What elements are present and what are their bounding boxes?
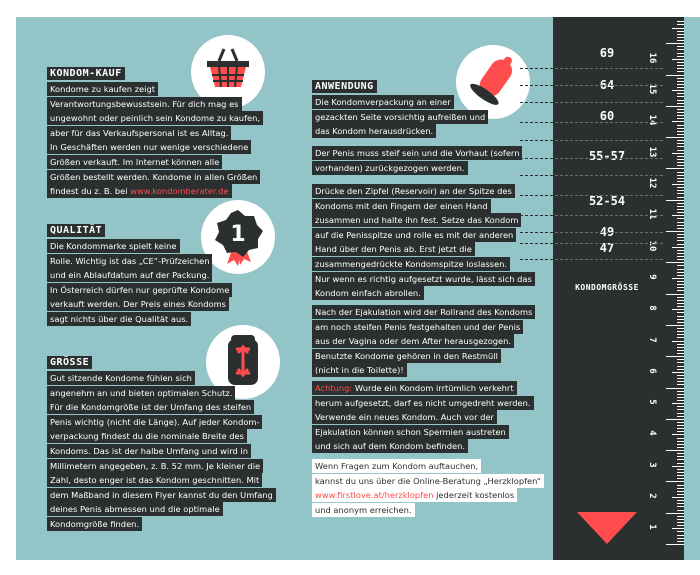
guide-line [520,259,553,260]
ruler-tick [677,416,684,417]
ruler-number: 8 [647,305,657,311]
ruler-tick [666,356,684,357]
ruler-tick [677,87,684,88]
ruler-tick [677,206,684,207]
ruler-tick [677,109,684,110]
ruler-tick [672,90,684,91]
ruler-tick [666,168,684,169]
ruler-tick [677,31,684,32]
kauf-text: Kondome zu kaufen zeigt Verantwortungsbewusstsein. Für dich mag es ungewohnt oder peinlich sein Kondome zu kaufen, aber für das Verkaufspersonal ist es Alltag. In Geschäften werden nur wenige verschiedene Größen verkauft. Im Internet können alle Größen bestellt werden. Kondome in allen Größen findest du z. B. bei www.kondomberater.de [47,82,287,199]
ruler-tick [677,265,684,266]
anwendung-p5: Achtung: Wurde ein Kondom irrtümlich verkehrt herum aufgesetzt, darf es nicht umgedreht werden. Verwende ein neues Kondom. Auch vor der Ejakulation können schon Spermien austreten und sich auf dem Kondom befinden. [312,381,557,454]
ruler-tick [677,190,684,191]
ruler-tick [677,275,684,276]
ruler-number: 5 [647,399,657,405]
ruler-tick [677,306,684,307]
ruler-number: 14 [647,115,657,126]
anwendung-p6: Wenn Fragen zum Kondom auftauchen, kannst du uns über die Online-Beratung „Herzklopfen“ www.firstlove.at/herzklopfen jederzeit kostenlos und anonym erreichen. [312,459,562,517]
size-label: 69 [599,46,615,60]
ruler-tick [677,478,684,479]
guide-line [520,140,553,141]
ruler-tick [672,434,684,435]
ruler-tick [677,24,684,25]
ruler-tick [677,525,684,526]
ruler-tick [677,516,684,517]
ruler-tick [666,43,684,44]
ruler-tick [677,375,684,376]
ruler-tick [677,409,684,410]
ruler-tick [677,181,684,182]
ruler-tick [677,284,684,285]
ruler-tick [666,481,684,482]
ruler-tick [677,506,684,507]
ruler-number: 4 [647,430,657,437]
ruler-tick [677,469,684,470]
ruler-tick [677,344,684,345]
ruler-number: 12 [647,177,657,189]
ruler-tick [677,37,684,38]
anwendung-heading: ANWENDUNG [312,81,377,92]
ruler-tick [677,178,684,179]
guide-line-inner [555,140,663,141]
warning-label: Achtung: [315,383,353,393]
ruler-tick [677,146,684,147]
ruler-tick [677,40,684,41]
ruler-tick [677,209,684,210]
ruler-tick [677,441,684,442]
ruler-tick [677,322,684,323]
ruler-tick [677,46,684,47]
ruler-tick [672,372,684,373]
ruler-tick [677,350,684,351]
ruler-tick [677,62,684,63]
ruler-tick [677,131,684,132]
guide-line [520,175,553,176]
ruler-tick [677,422,684,423]
ruler-tick [672,121,684,122]
ruler-tick [677,281,684,282]
ruler-tick [677,319,684,320]
ruler-tick [677,475,684,476]
ruler-tick [677,347,684,348]
guide-line [520,215,553,216]
guide-line [520,68,553,69]
measuring-ruler [553,17,684,560]
ruler-tick [677,384,684,385]
anwendung-p2: Der Penis muss steif sein und die Vorhaut (sofern vorhanden) zurückgezogen werden. [312,146,552,175]
ruler-number: 1 [647,524,657,531]
ruler-tick [677,362,684,363]
ruler-tick [677,353,684,354]
ruler-tick [677,65,684,66]
ruler-tick [677,259,684,260]
guide-line-inner [555,195,663,196]
ruler-tick [677,316,684,317]
ruler-tick [677,406,684,407]
guide-line [520,232,553,233]
ruler-tick [677,447,684,448]
ruler-tick [677,228,684,229]
guide-line-inner [555,259,663,260]
guide-line-inner [555,102,663,103]
guide-line-inner [555,243,663,244]
guide-line-inner [555,122,663,123]
ruler-tick [672,153,684,154]
ruler-tick [677,96,684,97]
ruler-tick [677,222,684,223]
ruler-tick [677,500,684,501]
ruler-number: 16 [647,52,657,64]
ruler-tick [677,381,684,382]
ruler-tick [677,84,684,85]
ruler-tick [672,497,684,498]
ruler-tick [672,309,684,310]
ruler-tick [672,466,684,467]
ruler-tick [677,290,684,291]
ruler-tick [677,494,684,495]
ruler-tick [677,203,684,204]
guide-line-inner [555,175,663,176]
ruler-tick [677,234,684,235]
guide-line [520,85,553,86]
size-label: 64 [599,78,615,92]
ruler-tick [677,225,684,226]
ruler-number: 13 [647,146,657,158]
ruler-tick [677,165,684,166]
guide-line-inner [555,232,663,233]
ruler-tick [666,200,684,201]
ruler-tick [666,513,684,514]
ruler-tick [677,250,684,251]
ruler-tick [677,312,684,313]
ruler-tick [677,68,684,69]
ruler-tick [677,531,684,532]
ruler-tick [672,341,684,342]
ruler-tick [677,244,684,245]
ruler-tick [677,253,684,254]
ruler-tick [677,328,684,329]
ruler-tick [677,172,684,173]
ruler-tick [677,391,684,392]
ruler-tick [677,425,684,426]
ruler-tick [677,162,684,163]
ruler-tick [677,463,684,464]
anwendung-p1: Die Kondomverpackung an einer gezackten Seite vorsichtig aufreißen und das Kondom herausdrücken. [312,95,552,139]
ruler-tick [677,193,684,194]
ruler-tick [666,450,684,451]
ruler-tick [677,156,684,157]
ruler-tick [677,359,684,360]
ruler-tick [677,187,684,188]
ruler-tick [677,150,684,151]
ruler-tick [677,397,684,398]
ruler-tick [677,269,684,270]
ruler-tick [677,125,684,126]
size-label: 49 [599,225,615,239]
guide-line [520,102,553,103]
ruler-number: 11 [647,208,657,220]
qualitaet-text: Die Kondommarke spielt keine Rolle. Wichtig ist das „CE“-Prüfzeichen und ein Ablaufdatum auf der Packung. In Österreich dürfen nur geprüfte Kondome verkauft werden. Der Preis eines Kondoms sagt nichts über die Qualität aus. [47,239,287,327]
anwendung-p4: Nach der Ejakulation wird der Rollrand des Kondoms am noch steifen Penis festgehalten und der Penis aus der Vagina oder dem After herausgezogen. Benutzte Kondome gehören in den Restmüll (nicht in die Toilette)! [312,305,557,378]
guide-line [520,158,553,159]
anwendung-p3: Drücke den Zipfel (Reservoir) an der Spitze des Kondoms mit den Fingern der einen Hand zusammen und halte ihn fest. Setze das Kondom auf die Penisspitze und rolle es mit der anderen Hand über den Penis ab. Erst jetzt die zusammengedrückte Kondomspitze loslassen. Nur wenn es richtig aufgesetzt wurde, lässt sich das Kondom einfach abrollen. [312,184,557,301]
kondomberater-link[interactable]: www.kondomberater.de [130,186,229,197]
ruler-tick [677,488,684,489]
kauf-heading: KONDOM-KAUF [47,68,125,79]
ruler-tick [677,428,684,429]
ruler-tick [666,294,684,295]
qualitaet-heading: QUALITÄT [47,225,105,236]
guide-line-inner [555,158,663,159]
size-label: 60 [599,109,615,123]
ruler-tick [677,413,684,414]
ruler-tick [672,28,684,29]
ruler-tick [666,325,684,326]
ruler-tick [677,272,684,273]
ruler-tick [677,337,684,338]
ruler-tick [677,197,684,198]
ruler-tick [672,59,684,60]
ruler-number: 6 [647,368,657,374]
ruler-tick [677,71,684,72]
ruler-tick [672,184,684,185]
ruler-tick [677,240,684,241]
ruler-tick [677,485,684,486]
ruler-tick [677,256,684,257]
ruler-tick [677,175,684,176]
ruler-tick [677,510,684,511]
ruler-tick [677,34,684,35]
ruler-tick [677,400,684,401]
ruler-tick [672,528,684,529]
ruler-tick [677,366,684,367]
ruler-tick [677,287,684,288]
herzklopfen-link[interactable]: www.firstlove.at/herzklopfen [315,490,434,501]
ruler-tick [677,128,684,129]
groesse-text: Gut sitzende Kondome fühlen sich angenehm an und bieten optimalen Schutz. Für die Kondomgröße ist der Umfang des steifen Penis wichtig (nicht die Länge). Auf jeder Kondom- verpackung findest du die nominale Breite des Kondoms. Das ist der halbe Umfang und wird in Millimetern angegeben, z. B. 52 mm. Je kleiner die Zahl, desto enger ist das Kondom geschnitten. Mit dem Maßband in diesem Flyer kannst du den Umfang deines Penis abmessen und die optimale Kondomgröße finden. [47,371,292,532]
ruler-tick [677,522,684,523]
guide-line-inner [555,215,663,216]
guide-line [520,195,553,196]
ruler-tick [677,159,684,160]
ruler-tick [672,278,684,279]
ruler-tick [677,491,684,492]
ruler-tick [666,137,684,138]
ruler-tick [672,403,684,404]
ruler-tick [677,538,684,539]
ruler-tick [672,247,684,248]
ruler-tick [677,93,684,94]
ruler-title: KONDOMGRÖSSE [575,283,639,292]
ruler-tick [677,431,684,432]
svg-text:1: 1 [230,222,246,247]
ruler-tick [677,212,684,213]
ruler-tick [677,535,684,536]
triangle-down-icon [577,512,637,544]
ruler-tick [677,297,684,298]
ruler-tick [666,231,684,232]
ruler-tick [677,444,684,445]
ruler-tick [677,218,684,219]
ruler-tick [677,303,684,304]
ruler-tick [677,49,684,50]
ruler-tick [666,75,684,76]
ruler-number: 2 [647,493,657,499]
ruler-tick [672,215,684,216]
ruler-tick [666,419,684,420]
ruler-tick [666,262,684,263]
ruler-number: 9 [647,274,657,280]
ruler-tick [677,453,684,454]
ruler-tick [677,100,684,101]
ruler-tick [677,369,684,370]
ruler-tick [677,134,684,135]
groesse-heading: GRÖSSE [47,357,92,368]
ruler-tick [677,300,684,301]
size-label: 52-54 [588,194,626,208]
ruler-tick [677,112,684,113]
ruler-tick [677,331,684,332]
ruler-number: 3 [647,462,657,468]
ruler-tick [677,438,684,439]
guide-line [520,122,553,123]
ruler-tick [677,237,684,238]
ruler-tick [666,388,684,389]
ruler-tick [677,56,684,57]
size-label: 47 [599,241,615,255]
ruler-tick [677,115,684,116]
ruler-tick [677,519,684,520]
ruler-tick [677,78,684,79]
guide-line-inner [555,68,663,69]
ruler-tick [677,140,684,141]
ruler-tick [677,118,684,119]
ruler-tick [677,456,684,457]
ruler-tick [677,394,684,395]
ruler-number: 7 [647,336,657,343]
ruler-tick [677,334,684,335]
size-label: 55-57 [588,149,626,163]
ruler-tick [677,53,684,54]
ruler-tick [677,143,684,144]
ruler-tick [677,21,684,22]
ruler-number: 10 [647,240,657,252]
ruler-tick [677,81,684,82]
ruler-tick [677,459,684,460]
ruler-tick [677,541,684,542]
ruler-tick [677,472,684,473]
ruler-tick [666,544,684,545]
ruler-tick [677,103,684,104]
guide-line [520,243,553,244]
ruler-tick [666,106,684,107]
guide-line-inner [555,85,663,86]
ruler-tick [677,378,684,379]
ruler-number: 15 [647,83,657,95]
ruler-tick [677,503,684,504]
